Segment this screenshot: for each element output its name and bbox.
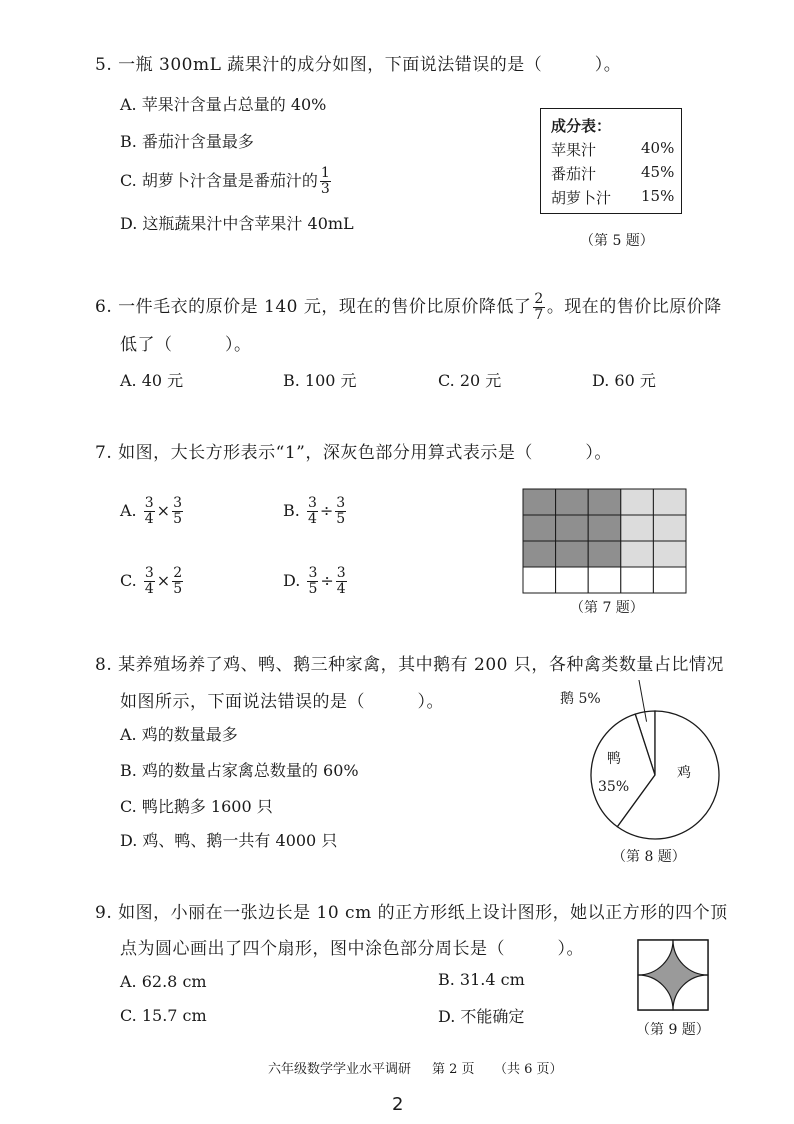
grid-cell xyxy=(523,489,556,515)
fraction-denominator: 5 xyxy=(308,581,318,597)
q6-stem-line2: 低了（ ）。 xyxy=(120,335,252,355)
q8-pie-chart xyxy=(560,680,730,845)
grid-cell xyxy=(621,515,654,541)
operator: ÷ xyxy=(319,501,334,520)
fraction-numerator: 3 xyxy=(144,495,154,511)
q8-caption: （第 8 题） xyxy=(612,849,686,865)
q8-option-d: D. 鸡、鸭、鹅一共有 4000 只 xyxy=(120,831,338,850)
fraction-denominator: 4 xyxy=(144,581,154,597)
q8-option-b: B. 鸡的数量占家禽总数量的 60% xyxy=(120,761,359,780)
q5-option-b: B. 番茄汁含量最多 xyxy=(120,132,254,151)
fraction-numerator: 3 xyxy=(336,495,346,511)
fraction xyxy=(144,496,155,527)
q5-option-c-fraction xyxy=(320,166,331,197)
fraction-numerator: 2 xyxy=(173,565,183,581)
fraction xyxy=(144,566,155,597)
grid-cell xyxy=(653,489,686,515)
option-label: A. xyxy=(120,501,137,520)
grid-cell xyxy=(556,489,589,515)
grid-cell xyxy=(621,541,654,567)
q8-option-a: A. 鸡的数量最多 xyxy=(120,725,238,744)
grid-cell xyxy=(588,541,621,567)
grid-cell xyxy=(556,541,589,567)
fraction-numerator: 3 xyxy=(144,565,154,581)
table-row-value: 15% xyxy=(641,187,675,205)
page-number: 2 xyxy=(392,1094,404,1115)
q9-stem-line1: 9. 如图，小丽在一张边长是 10 cm 的正方形纸上设计图形，她以正方形的四个顶 xyxy=(95,903,728,923)
q6-option-d: D. 60 元 xyxy=(592,371,656,390)
table-row-name: 苹果汁 xyxy=(551,141,597,159)
grid-cell xyxy=(588,515,621,541)
fraction-numerator: 3 xyxy=(336,565,346,581)
q6-stem-line1 xyxy=(95,292,722,323)
q6-stem-prefix: 6. 一件毛衣的原价是 140 元，现在的售价比原价降低了 xyxy=(95,297,532,317)
q8-option-c: C. 鸭比鹅多 1600 只 xyxy=(120,797,273,816)
fraction xyxy=(307,496,318,527)
grid-cell xyxy=(621,567,654,593)
pie-label-chicken: 鸡 xyxy=(677,765,691,781)
fraction-numerator: 3 xyxy=(173,495,182,511)
q6-fraction xyxy=(533,292,544,323)
q5-option-c xyxy=(120,166,333,197)
grid-cell xyxy=(621,489,654,515)
q8-stem-line1: 8. 某养殖场养了鸡、鸭、鹅三种家禽，其中鹅有 200 只，各种禽类数量占比情况 xyxy=(95,655,724,675)
fraction-numerator: 1 xyxy=(320,165,330,181)
q9-stem-line2: 点为圆心画出了四个扇形，图中涂色部分周长是（ ）。 xyxy=(120,939,584,959)
q9-option-a: A. 62.8 cm xyxy=(120,972,207,991)
q7-option-c xyxy=(120,566,185,597)
fraction-denominator: 7 xyxy=(534,307,544,323)
q6-option-c: C. 20 元 xyxy=(438,371,502,390)
fraction xyxy=(172,566,183,597)
q9-option-b: B. 31.4 cm xyxy=(438,970,525,989)
option-label: D. xyxy=(283,571,301,590)
q5-caption: （第 5 题） xyxy=(580,233,654,249)
fraction-numerator: 2 xyxy=(534,291,544,307)
q7-caption: （第 7 题） xyxy=(570,600,644,616)
grid-cell xyxy=(556,515,589,541)
q6-option-a: A. 40 元 xyxy=(120,371,184,390)
q5-option-a: A. 苹果汁含量占总量的 40% xyxy=(120,95,327,114)
grid-cell xyxy=(523,567,556,593)
fraction xyxy=(307,566,318,597)
q5-option-c-text: C. 胡萝卜汁含量是番茄汁的 xyxy=(120,171,318,190)
fraction-denominator: 4 xyxy=(336,581,346,597)
q7-rectangle-diagram xyxy=(522,488,688,594)
option-label: C. xyxy=(120,571,137,590)
q9-option-c: C. 15.7 cm xyxy=(120,1006,207,1025)
table-row-name: 番茄汁 xyxy=(551,165,597,183)
footer-page: 第 2 页 xyxy=(432,1062,475,1077)
grid-cell xyxy=(588,567,621,593)
table-title: 成分表： xyxy=(551,117,612,135)
pie-label-duck-value: 35% xyxy=(598,779,630,795)
q9-square-sectors-diagram xyxy=(636,938,710,1012)
q6-stem-suffix: 。现在的售价比原价降 xyxy=(546,297,722,317)
option-label: B. xyxy=(283,501,300,520)
q7-option-a xyxy=(120,496,185,527)
fraction-denominator: 4 xyxy=(144,511,154,527)
footer-total: （共 6 页） xyxy=(494,1062,563,1077)
operator: × xyxy=(156,501,171,520)
table-row-name: 胡萝卜汁 xyxy=(551,189,612,207)
grid-cell xyxy=(556,567,589,593)
fraction-denominator: 5 xyxy=(336,511,346,527)
grid-cell xyxy=(653,567,686,593)
grid-cell xyxy=(588,489,621,515)
q7-option-b xyxy=(283,496,348,527)
fraction-numerator: 3 xyxy=(308,565,318,581)
q7-option-d xyxy=(283,566,349,597)
q8-stem-line2: 如图所示，下面说法错误的是（ ）。 xyxy=(120,692,444,712)
q6-option-b: B. 100 元 xyxy=(283,371,357,390)
q7-stem: 7. 如图，大长方形表示“1”，深灰色部分用算式表示是（ ）。 xyxy=(95,443,612,463)
grid-cell xyxy=(523,515,556,541)
q5-stem: 5. 一瓶 300mL 蔬果汁的成分如图，下面说法错误的是（ ）。 xyxy=(95,55,622,75)
fraction-numerator: 3 xyxy=(307,495,317,511)
table-row-value: 45% xyxy=(641,163,675,181)
footer-title: 六年级数学学业水平调研 xyxy=(268,1062,412,1077)
fraction xyxy=(335,496,346,527)
fraction-denominator: 4 xyxy=(307,511,317,527)
fraction-denominator: 5 xyxy=(173,511,182,527)
grid-cell xyxy=(653,541,686,567)
q5-option-d: D. 这瓶蔬果汁中含苹果汁 40mL xyxy=(120,214,354,233)
operator: × xyxy=(156,571,171,590)
fraction-denominator: 5 xyxy=(173,581,183,597)
q9-caption: （第 9 题） xyxy=(636,1022,710,1038)
operator: ÷ xyxy=(320,571,334,590)
q9-option-d: D. 不能确定 xyxy=(438,1007,525,1026)
table-row-value: 40% xyxy=(641,139,675,157)
pie-label-duck: 鸭 xyxy=(607,751,621,767)
fraction-denominator: 3 xyxy=(320,181,330,197)
pie-label-goose: 鹅 5% xyxy=(560,691,601,707)
q5-ingredient-table xyxy=(540,108,682,214)
fraction xyxy=(172,496,183,527)
fraction xyxy=(336,566,347,597)
grid-cell xyxy=(653,515,686,541)
grid-cell xyxy=(523,541,556,567)
